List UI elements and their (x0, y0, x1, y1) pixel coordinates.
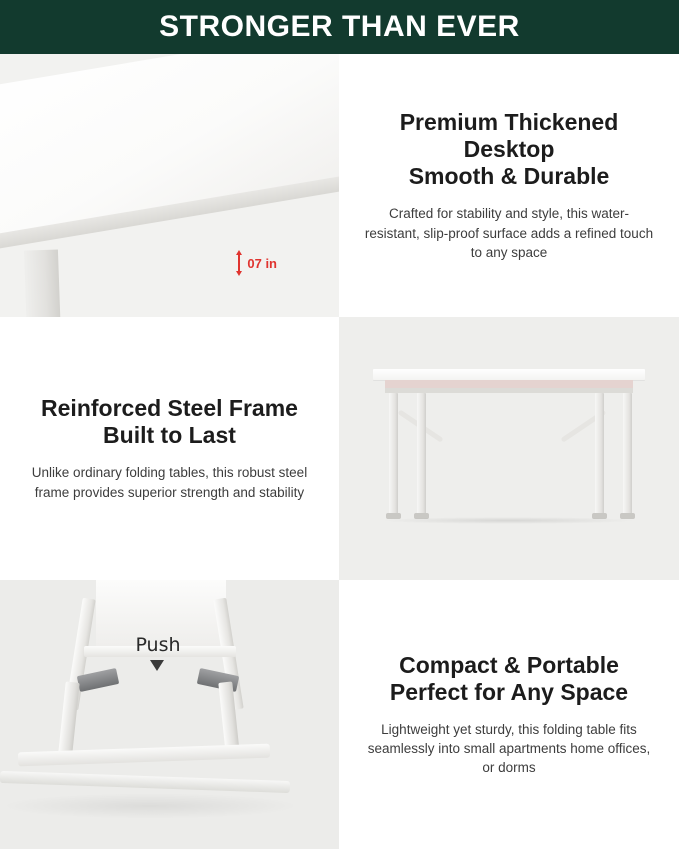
steel-frame-headline-line2: Built to Last (103, 422, 236, 449)
arrow-down-icon (150, 660, 164, 671)
table-shadow (379, 517, 637, 524)
premium-desktop-headline-line2: Smooth & Durable (408, 163, 610, 190)
table-leg-shape (623, 393, 632, 515)
premium-desktop-text-panel (339, 54, 679, 317)
desktop-thickness-photo (0, 54, 339, 317)
compact-portable-body: Lightweight yet sturdy, this folding table fits seamlessly into small apartments home offices, or dorms (367, 721, 651, 776)
compact-portable-headline-line2: Perfect for Any Space (389, 678, 629, 705)
double-arrow-vertical-icon (234, 250, 243, 276)
compact-portable-headline-line1: Compact & Portable (399, 651, 619, 678)
steel-frame-body: Unlike ordinary folding tables, this robust steel frame provides superior strength and stability (31, 465, 308, 500)
table-side-view-photo (339, 317, 679, 580)
banner-title: STRONGER THAN EVER (159, 10, 520, 43)
table-leg-shape (389, 393, 398, 515)
steel-frame-text-panel (0, 317, 339, 580)
tabletop-shape (373, 369, 645, 380)
banner (0, 0, 679, 54)
compact-portable-text-panel (339, 580, 679, 849)
thickness-annotation (234, 250, 277, 276)
premium-desktop-headline (363, 109, 655, 190)
thickness-label: 07 in (247, 255, 277, 271)
push-shadow (0, 793, 300, 819)
push-label: Push (135, 634, 181, 656)
push-mechanism-photo (0, 580, 339, 849)
premium-desktop-body: Crafted for stability and style, this water-resistant, slip-proof surface adds a refined touch to any space (364, 206, 654, 260)
compact-portable-headline (390, 652, 628, 706)
table-leg-shape (595, 393, 604, 515)
panel-grid (0, 54, 679, 849)
folding-leg-left-shape (58, 681, 79, 754)
base-bar-secondary-shape (0, 771, 290, 793)
steel-frame-headline-line1: Reinforced Steel Frame (41, 395, 298, 422)
premium-desktop-headline-line1: Premium Thickened Desktop (399, 109, 619, 163)
base-bar-shape (18, 744, 270, 767)
table-leg-shape (417, 393, 426, 515)
steel-frame-headline (41, 395, 298, 449)
table-leg-shape (24, 249, 62, 317)
table-apron-shape (385, 380, 633, 388)
